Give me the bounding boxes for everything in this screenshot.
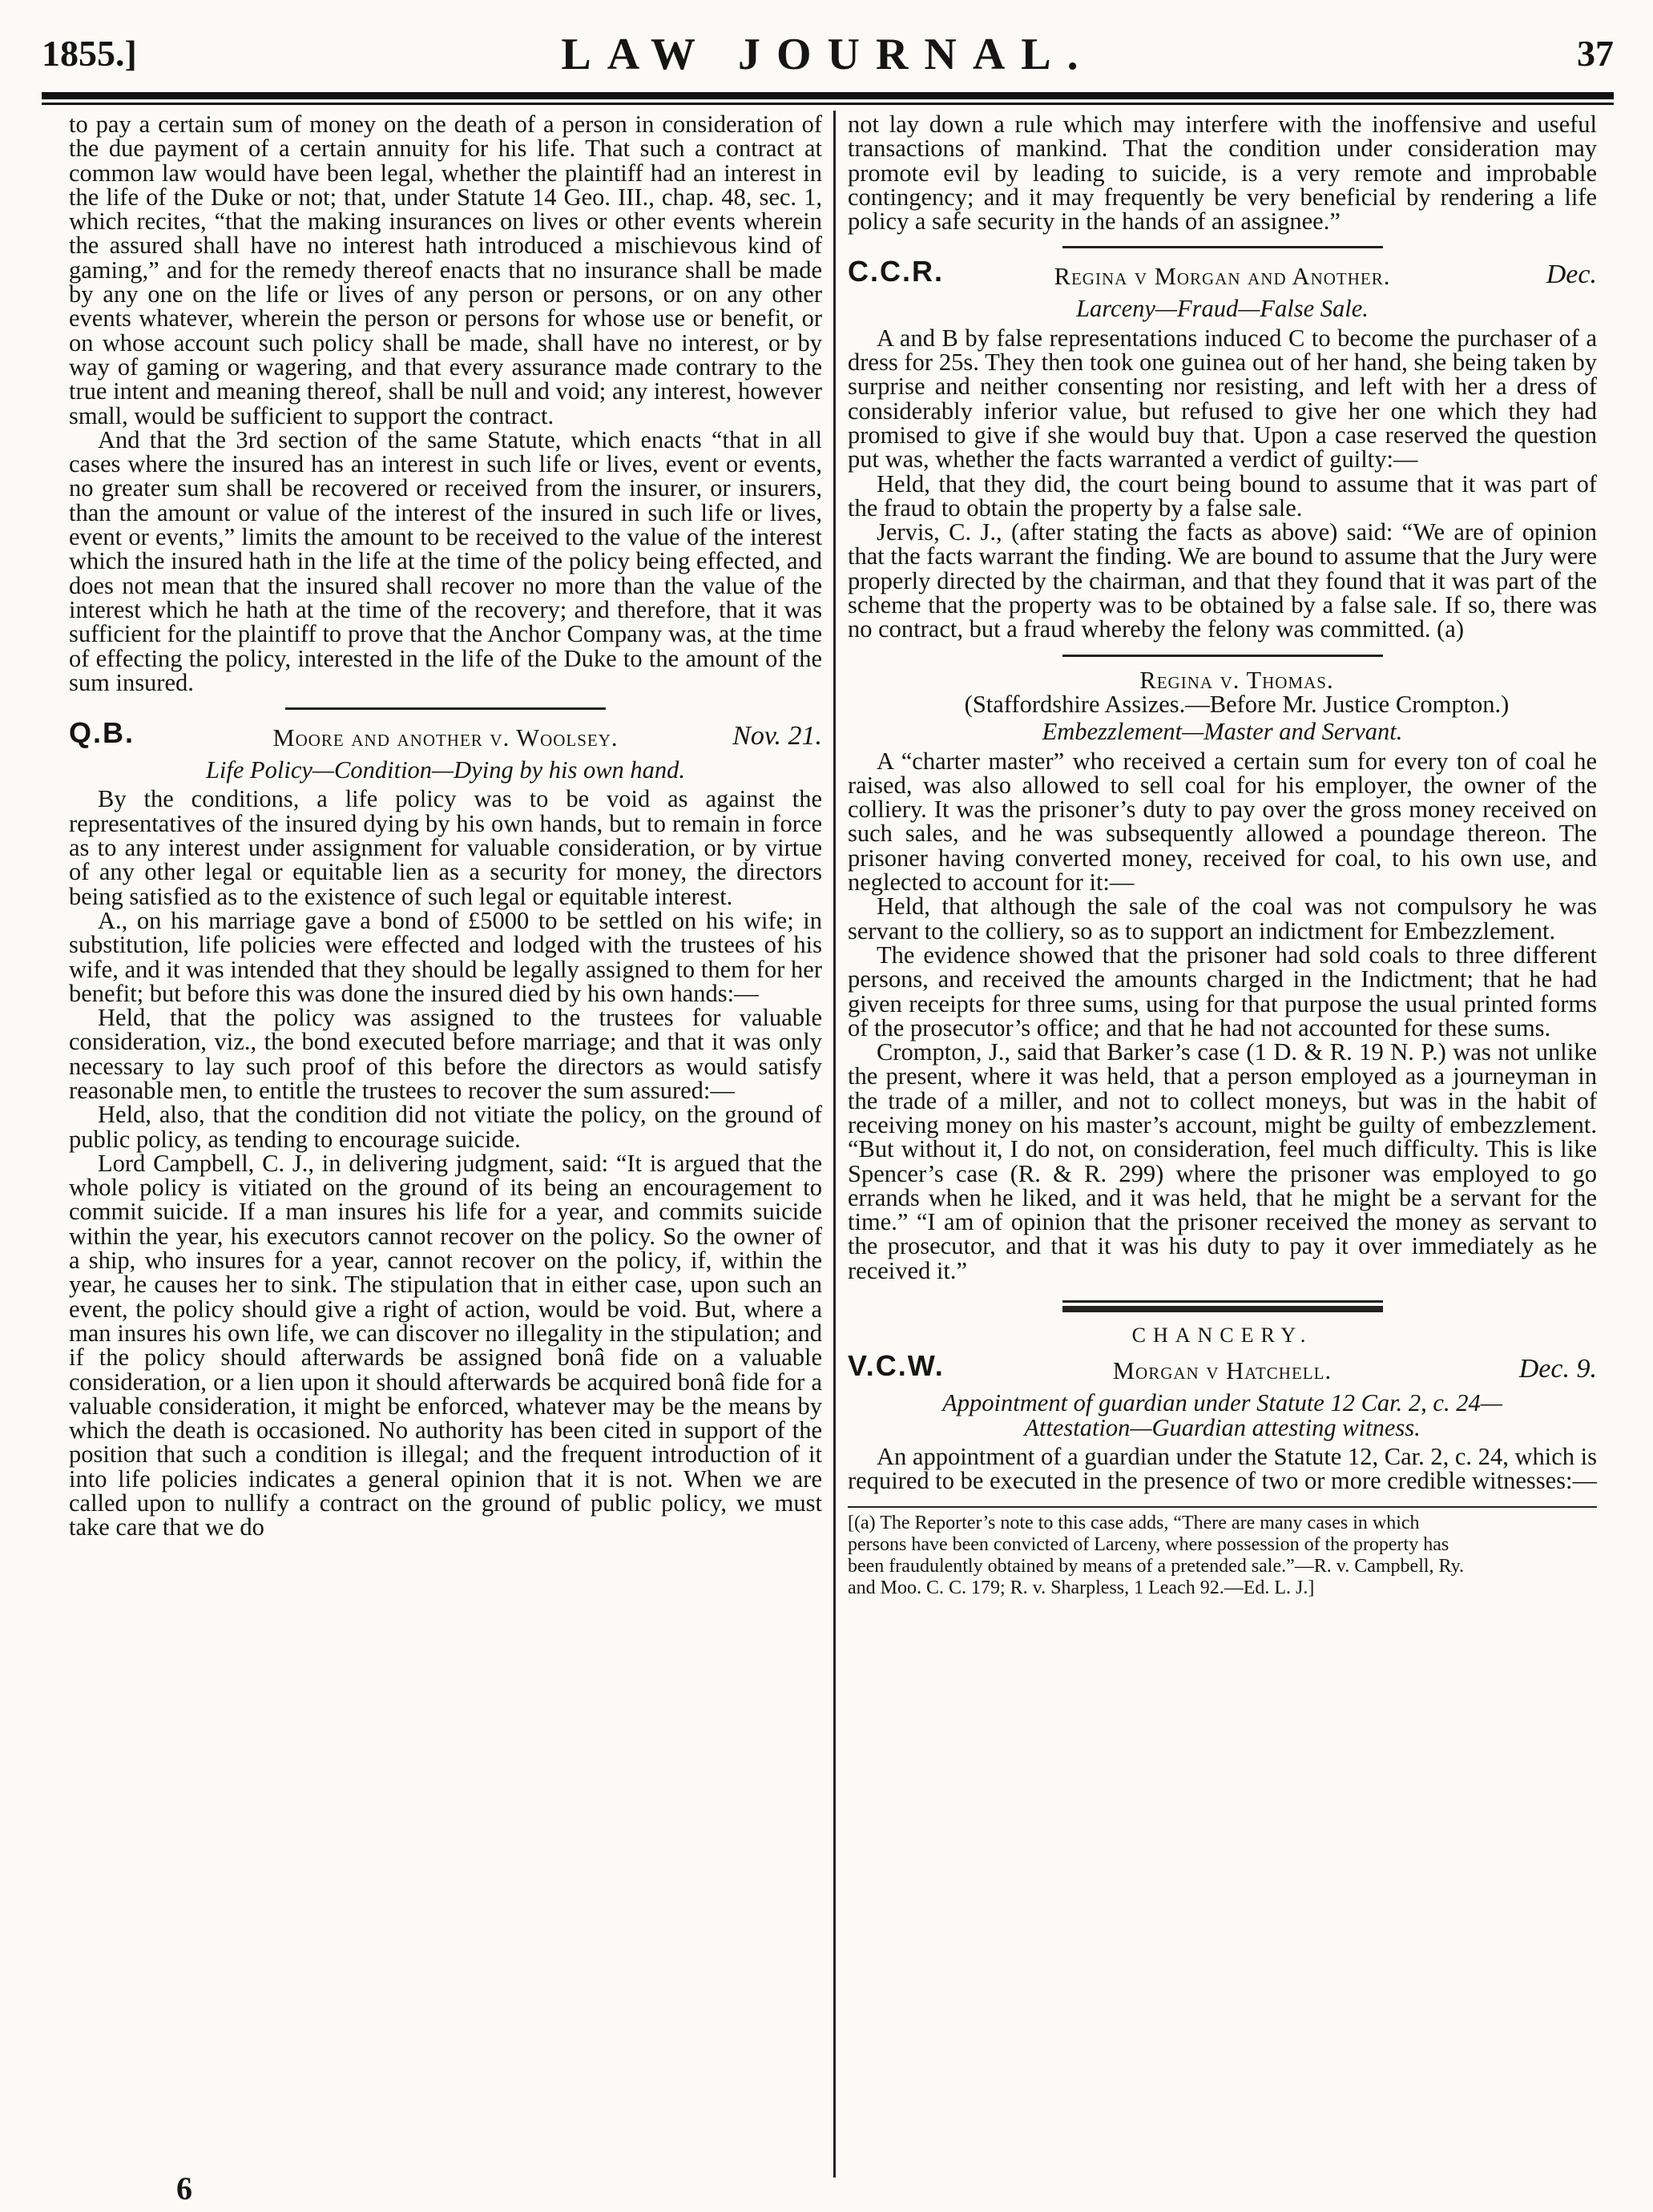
held-paragraph: Held, that the policy was assigned to the trustees for valuable consideration, viz., the bond executed before marriage; and that it was only necessary to lay such proof of this before the directors as would satisfy reasonable men, to entitle the trustees to recover the sum assured:— (69, 1004, 822, 1104)
headnote-paragraph: A., on his marriage gave a bond of £5000 to be settled on his wife; in substitution, life policies were effected and lodged with the trustees of his wife, and it was intended that they should be legally assigned to them for her benefit; but before this was done the insured died by his own hands:— (69, 906, 822, 1007)
footnote-line: persons have been convicted of Larceny, where possession of the property has (848, 1533, 1449, 1555)
header-rule-thin (42, 103, 1614, 105)
case-subject: Embezzlement—Master and Servant. (1042, 718, 1403, 746)
evidence-paragraph: The evidence showed that the prisoner had sold coals to three different persons, and received the amounts charged in the Indictment; that he had given receipts for three sums, using for that purpose the usual printed forms of the prosecutor’s office; and that he had not accounted for these sums. (848, 941, 1597, 1042)
footnote (848, 1506, 1597, 1599)
signature-mark: 6 (176, 2170, 192, 2206)
case-separator (1062, 655, 1383, 657)
court-abbrev: C.C.R. (848, 255, 944, 288)
court-abbrev: Q.B. (69, 716, 135, 750)
case-name: Morgan v Hatchell. (1112, 1357, 1332, 1385)
judgment-paragraph: Jervis, C. J., (after stating the facts as above) said: “We are of opinion that the facts warrant the finding. We are bound to assume that the Jury were properly directed by the chairman, and that they found that it was part of the scheme that the property was to be obtained by a false sale. If so, there was no contract, but a fraud whereby the felony was committed. (a) (848, 518, 1597, 643)
left-column (69, 112, 822, 1540)
page-header (42, 14, 1614, 87)
case-subject: Attestation—Guardian attesting witness. (1024, 1413, 1421, 1441)
held-paragraph: Held, that although the sale of the coal was not compulsory he was servant to the colliery, so as to support an indictment for Embezzlement. (848, 892, 1597, 945)
headnote-paragraph: An appointment of a guardian under the Statute 12, Car. 2, c. 24, which is required to be executed in the presence of two or more credible witnesses:— (848, 1442, 1597, 1495)
continued-paragraph: to pay a certain sum of money on the death of a person in consideration of the due payment of a certain annuity for his life. That such a contract at common law would have been legal, whether the plaintiff had an interest in the life of the Duke or not; that, under Statute 14 Geo. III., chap. 48, sec. 1, which recites, “that the making insurances on lives or other events wherein the assured shall have no interest hath introduced a mischievous kind of gaming,” and for the remedy thereof enacts that no insurance shall be made by any one on the life or lives of any person or persons, or on any other events whatever, wherein the person or persons for whose use or benefit, or on whose account such policy shall be made, shall have no interest, or by way of gaming or wagering, and that every assurance made contrary to the true intent and meaning thereof, shall be null and void; any interest, however small, would be sufficient to support the contract. (69, 111, 822, 429)
held-paragraph: Held, that they did, the court being bound to assume that it was part of the fraud to obtain the property by a false sale. (848, 469, 1597, 522)
body-paragraph: And that the 3rd section of the same Statute, which enacts “that in all cases where the insured has an interest in such life or lives, event or events, no greater sum shall be recovered or received from the insurer, or insurers, than the amount or value of the interest of the insured in such life or lives, event or events,” limits the amount to be received to the value of the interest which the insured hath in the life at the time of the policy being effected, and does not mean that the insured shall recover no more than the value of the interest which he hath at the time of the recovery; and therefore, that it was sufficient for the plaintiff to prove that the Anchor Company was, at the time of effecting the policy, interested in the life of the Duke to the amount of the sum insured. (69, 425, 822, 696)
judgment-paragraph: Crompton, J., said that Barker’s case (1 D. & R. 19 N. P.) was not unlike the present, where it was held, that a person employed as a journeyman in the trade of a miller, and not to collect moneys, but was in the habit of receiving money on his master’s account, might be guilty of embezzlement. “But without it, I do not, on consideration, feel much difficulty. This is like Spencer’s case (R. & R. 299) where the prisoner was employed to go errands when he liked, and it was held, that he might be a servant for the time.” “I am of opinion that the prisoner received the money as servant to the prosecutor, and that it was his duty to pay it over immediately as he received it.” (848, 1038, 1597, 1284)
case-venue: (Staffordshire Assizes.—Before Mr. Justice Crompton.) (964, 690, 1510, 718)
page-number: 37 (1577, 33, 1614, 74)
footnote-line: and Moo. C. C. 179; R. v. Sharpless, 1 Leach 92.—Ed. L. J.] (848, 1577, 1315, 1598)
judgment-paragraph: Lord Campbell, C. J., in delivering judgment, said: “It is argued that the whole policy is vitiated on the ground of its being an encouragement to commit suicide. If a man insures his life for a year, and commits suicide within the year, his executors cannot recover on the policy. So the owner of a ship, who insures for a year, cannot recover on the policy, if, within the year, he causes her to sink. The stipulation that in either case, upon such an event, the policy should give a right of action, would be void. But, where a man insures his own life, we can discover no illegality in the stipulation; and if the policy should afterwards be assigned bonâ fide on a valuable consideration, or a lien upon it should afterwards be acquired bonâ fide for a valuable consideration, it might be enforced, whatever may be the means by which the death is occasioned. No authority has been cited in support of the position that such a condition is illegal; and the frequent introduction of it into life policies indicates a general opinion that it is not. When we are called upon to nullify a contract on the ground of public policy, we must take care that we do (69, 1149, 822, 1541)
case-date: Dec. 9. (1518, 1354, 1597, 1384)
journal-title: LAW JOURNAL. (561, 30, 1095, 79)
case-heading (848, 255, 1597, 293)
held-paragraph: Held, also, that the condition did not vitiate the policy, on the ground of public policy, as tending to encourage suicide. (69, 1101, 822, 1153)
case-heading (848, 1349, 1597, 1388)
headnote-paragraph: A and B by false representations induced C to become the purchaser of a dress for 25s. They then took one guinea out of her hand, she being taken by surprise and neither consenting nor resisting, and left with her a dress of considerably inferior value, but refused to give her one which they had promised to give if she would buy that. Upon a case reserved the question put was, whether the facts warranted a verdict of guilty:— (848, 324, 1597, 473)
section-title: CHANCERY. (1131, 1324, 1313, 1348)
header-year: 1855.] (42, 33, 137, 74)
case-separator (1062, 246, 1383, 248)
column-divider (833, 111, 836, 2178)
continued-paragraph: not lay down a rule which may interfere with the inoffensive and useful transactions of mankind. That the condition under consideration may promote evil by leading to suicide, is a very remote and improbable contingency; and it may frequently be very beneficial by rendering a life policy a safe security in the hands of an assignee.” (848, 111, 1597, 236)
case-name: Regina v Morgan and Another. (1054, 263, 1391, 291)
case-date: Dec. (1546, 260, 1597, 290)
footnote-line: been fraudulently obtained by means of a pretended sale.”—R. v. Campbell, Ry. (848, 1555, 1465, 1577)
right-column (848, 112, 1597, 1599)
header-rule-thick (42, 92, 1614, 99)
court-abbrev: V.C.W. (848, 1349, 945, 1383)
case-subject: Life Policy—Condition—Dying by his own hand. (205, 756, 686, 784)
case-separator (285, 707, 606, 710)
section-separator (1062, 1300, 1383, 1312)
footnote-line: [(a) The Reporter’s note to this case adds, “There are many cases in which (848, 1512, 1420, 1533)
case-date: Nov. 21. (732, 721, 822, 751)
case-name: Regina v. Thomas. (1139, 666, 1334, 694)
case-subject: Appointment of guardian under Statute 12 Car. 2, c. 24— (942, 1389, 1502, 1417)
headnote-paragraph: A “charter master” who received a certain sum for every ton of coal he raised, was also allowed to sell coal for his employer, the owner of the colliery. It was the prisoner’s duty to pay over the gross money received on such sales, and he was subsequently allowed a poundage thereon. The prisoner having converted money, received for coal, to his own use, and neglected to account for it:— (848, 747, 1597, 896)
case-name: Moore and another v. Woolsey. (272, 724, 619, 752)
headnote-paragraph: By the conditions, a life policy was to be void as against the representatives of the insured dying by his own hands, but to remain in force as to any interest under assignment for valuable consideration, or by virtue of any other legal or equitable lien as a security for money, the directors being satisfied as to the existence of such legal or equitable interest. (69, 785, 822, 910)
case-subject: Larceny—Fraud—False Sale. (1076, 295, 1369, 323)
case-heading (69, 716, 822, 755)
